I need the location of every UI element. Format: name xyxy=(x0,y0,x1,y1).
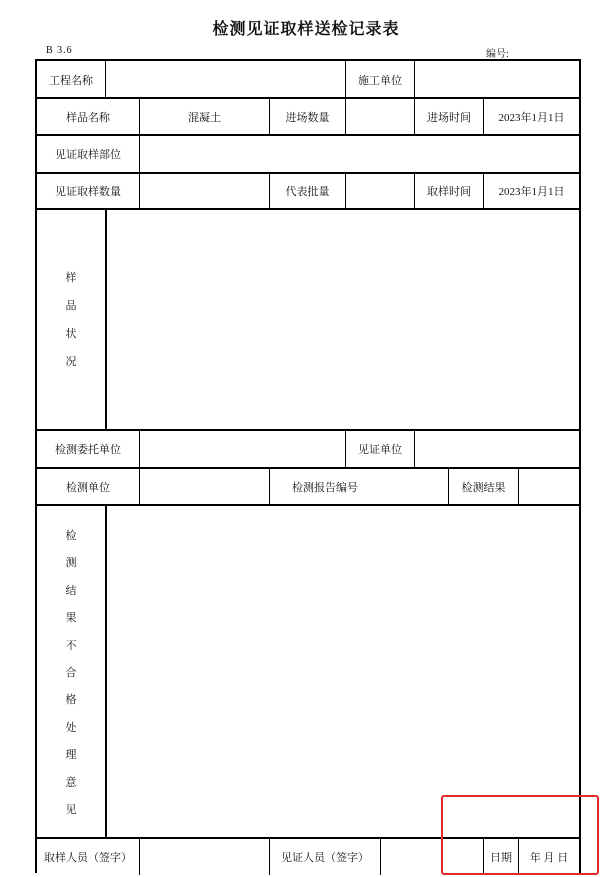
testing-unit-label: 检测单位 xyxy=(66,481,110,494)
date-label: 日期 xyxy=(490,851,512,864)
sampling-location-field[interactable] xyxy=(140,135,579,173)
annotation-highlight-box xyxy=(441,795,599,875)
construction-unit-label: 施工单位 xyxy=(358,74,402,87)
witness-unit-field[interactable] xyxy=(415,430,579,468)
sampling-location-label: 见证取样部位 xyxy=(55,149,121,161)
project-name-field[interactable] xyxy=(106,61,345,98)
witness-quantity-label: 见证取样数量 xyxy=(55,186,121,198)
form-title: 检测见证取样送检记录表 xyxy=(212,19,400,38)
sample-name-label: 样品名称 xyxy=(66,111,110,124)
date-field[interactable]: 年 月 日 xyxy=(529,851,569,864)
entry-quantity-field[interactable] xyxy=(346,98,414,135)
construction-unit-field[interactable] xyxy=(415,61,579,98)
project-name-label: 工程名称 xyxy=(49,74,93,87)
entry-time-field[interactable]: 2023年1月1日 xyxy=(498,111,565,124)
form-table xyxy=(35,59,581,873)
entry-quantity-label: 进场数量 xyxy=(285,111,330,124)
sampling-time-field[interactable]: 2023年1月1日 xyxy=(498,186,565,198)
nonconform-handling-field[interactable] xyxy=(108,505,579,837)
witness-signature-label: 见证人员（签字） xyxy=(281,851,369,864)
sampling-time-label: 取样时间 xyxy=(427,186,471,198)
entrust-unit-field[interactable] xyxy=(140,430,345,468)
entry-time-label: 进场时间 xyxy=(427,111,471,124)
test-result-label: 检测结果 xyxy=(461,481,506,494)
sample-status-field[interactable] xyxy=(108,209,579,429)
sample-name-field[interactable]: 混凝土 xyxy=(188,111,221,124)
entrust-unit-label: 检测委托单位 xyxy=(55,444,121,456)
report-number-field[interactable] xyxy=(381,468,448,505)
batch-label: 代表批量 xyxy=(285,186,330,198)
form-code: B 3.6 xyxy=(46,45,73,56)
form-number-label: 编号: xyxy=(486,49,509,60)
sample-status-label: 样 品 状 况 xyxy=(65,272,77,368)
sampler-signature-field[interactable] xyxy=(140,838,269,875)
test-result-field[interactable] xyxy=(519,468,579,505)
testing-unit-field[interactable] xyxy=(140,468,269,505)
witness-quantity-field[interactable] xyxy=(140,173,269,209)
nonconform-handling-label: 检 测 结 果 不 合 格 处 理 意 见 xyxy=(65,530,77,816)
batch-field[interactable] xyxy=(346,173,414,209)
report-number-label: 检测报告编号 xyxy=(292,481,358,494)
sampler-signature-label: 取样人员（签字） xyxy=(44,851,132,864)
witness-unit-label: 见证单位 xyxy=(358,444,402,456)
